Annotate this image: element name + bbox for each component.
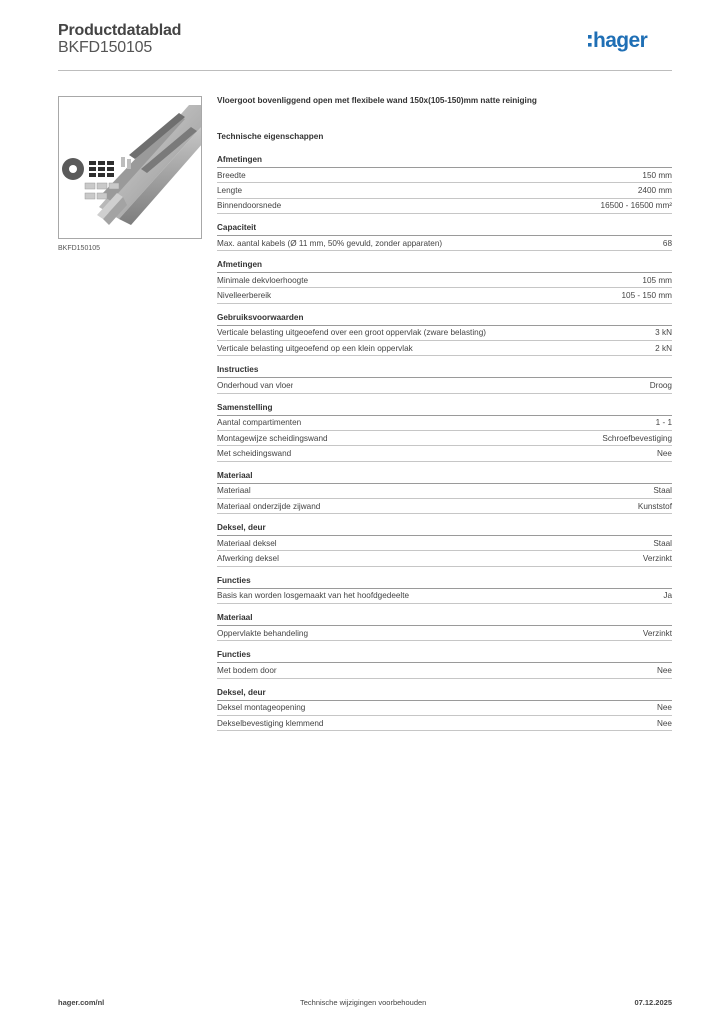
property-row — [217, 199, 672, 214]
property-value: Staal — [653, 486, 672, 496]
section-title: Afmetingen — [217, 154, 672, 168]
property-row — [217, 589, 672, 604]
property-row — [217, 341, 672, 356]
footer-note: Technische wijzigingen voorbehouden — [300, 998, 427, 1007]
property-section — [217, 612, 672, 641]
property-section — [217, 312, 672, 357]
property-section — [217, 470, 672, 515]
property-value: 3 kN — [655, 328, 672, 338]
property-row — [217, 326, 672, 341]
section-title: Gebruiksvoorwaarden — [217, 312, 672, 326]
property-label: Materiaal — [217, 486, 251, 496]
property-label: Dekselbevestiging klemmend — [217, 718, 324, 728]
property-row — [217, 551, 672, 566]
property-value: Kunststof — [637, 501, 672, 511]
property-value: Verzinkt — [642, 628, 672, 638]
svg-text:hager: hager — [593, 29, 648, 52]
page-footer — [58, 998, 672, 1010]
property-value: 105 - 150 mm — [621, 291, 672, 301]
property-label: Deksel montageopening — [217, 703, 306, 713]
header-divider — [58, 70, 672, 71]
property-label: Max. aantal kabels (Ø 11 mm, 50% gevuld, zonder apparaten) — [217, 238, 443, 248]
section-title: Capaciteit — [217, 222, 672, 236]
property-value: Nee — [656, 665, 672, 675]
property-value: Droog — [649, 381, 672, 391]
property-row — [217, 499, 672, 514]
property-value: 105 mm — [642, 275, 672, 285]
property-value: Nee — [656, 448, 672, 458]
property-section — [217, 649, 672, 678]
property-value: 2 kN — [655, 343, 672, 353]
footer-date: 07.12.2025 — [634, 998, 672, 1007]
property-section — [217, 154, 672, 214]
property-label: Minimale dekvloerhoogte — [217, 275, 309, 285]
property-label: Met bodem door — [217, 665, 277, 675]
property-row — [217, 484, 672, 499]
footer-website-link[interactable]: hager.com/nl — [58, 998, 105, 1007]
property-section — [217, 364, 672, 393]
product-content — [217, 95, 672, 739]
section-title: Materiaal — [217, 470, 672, 484]
section-title: Samenstelling — [217, 402, 672, 416]
property-section — [217, 575, 672, 604]
property-row — [217, 273, 672, 288]
property-label: Materiaal onderzijde zijwand — [217, 501, 321, 511]
section-title: Functies — [217, 649, 672, 663]
section-title: Afmetingen — [217, 259, 672, 273]
property-value: 1 - 1 — [655, 418, 672, 428]
property-row — [217, 536, 672, 551]
properties-sections — [217, 154, 672, 731]
property-label: Oppervlakte behandeling — [217, 628, 309, 638]
page-title: Productdatablad — [58, 22, 182, 39]
property-row — [217, 701, 672, 716]
property-label: Afwerking deksel — [217, 554, 279, 564]
section-title: Materiaal — [217, 612, 672, 626]
product-code: BKFD150105 — [58, 39, 153, 56]
property-row — [217, 288, 672, 303]
property-section — [217, 522, 672, 567]
property-section — [217, 259, 672, 304]
property-label: Basis kan worden losgemaakt van het hoofdgedeelte — [217, 591, 410, 601]
property-value: Staal — [653, 538, 672, 548]
property-label: Nivelleerbereik — [217, 291, 272, 301]
property-row — [217, 431, 672, 446]
hager-logo-icon — [588, 28, 672, 54]
property-value: Nee — [656, 718, 672, 728]
floor-trunking-product-icon — [59, 97, 202, 239]
property-label: Materiaal deksel — [217, 538, 277, 548]
section-title: Deksel, deur — [217, 687, 672, 701]
property-section — [217, 687, 672, 732]
property-row — [217, 663, 672, 678]
property-value: Verzinkt — [642, 554, 672, 564]
property-value: 150 mm — [642, 170, 672, 180]
property-row — [217, 446, 672, 461]
property-label: Binnendoorsnede — [217, 201, 282, 211]
property-label: Aantal compartimenten — [217, 418, 302, 428]
technical-properties-title: Technische eigenschappen — [217, 132, 324, 141]
property-row — [217, 416, 672, 431]
product-image — [58, 96, 202, 239]
property-value: Schroefbevestiging — [602, 433, 672, 443]
page-header — [58, 22, 672, 70]
property-value: 16500 - 16500 mm² — [600, 201, 672, 211]
property-value: Ja — [663, 591, 672, 601]
property-label: Lengte — [217, 185, 243, 195]
product-description: Vloergoot bovenliggend open met flexibele wand 150x(105-150)mm natte reiniging — [217, 96, 537, 105]
property-row — [217, 378, 672, 393]
property-row — [217, 716, 672, 731]
image-caption: BKFD150105 — [58, 245, 101, 252]
property-value: 2400 mm — [637, 185, 672, 195]
property-value: 68 — [662, 238, 672, 248]
property-label: Montagewijze scheidingswand — [217, 433, 328, 443]
property-row — [217, 236, 672, 251]
property-row — [217, 183, 672, 198]
section-title: Deksel, deur — [217, 522, 672, 536]
property-label: Breedte — [217, 170, 246, 180]
property-label: Verticale belasting uitgeoefend op een klein oppervlak — [217, 343, 413, 353]
property-label: Verticale belasting uitgeoefend over een groot oppervlak (zware belasting) — [217, 328, 486, 338]
property-label: Onderhoud van vloer — [217, 381, 294, 391]
property-section — [217, 402, 672, 462]
property-label: Met scheidingswand — [217, 448, 292, 458]
property-row — [217, 626, 672, 641]
section-title: Functies — [217, 575, 672, 589]
property-section — [217, 222, 672, 251]
property-row — [217, 168, 672, 183]
section-title: Instructies — [217, 364, 672, 378]
property-value: Nee — [656, 703, 672, 713]
